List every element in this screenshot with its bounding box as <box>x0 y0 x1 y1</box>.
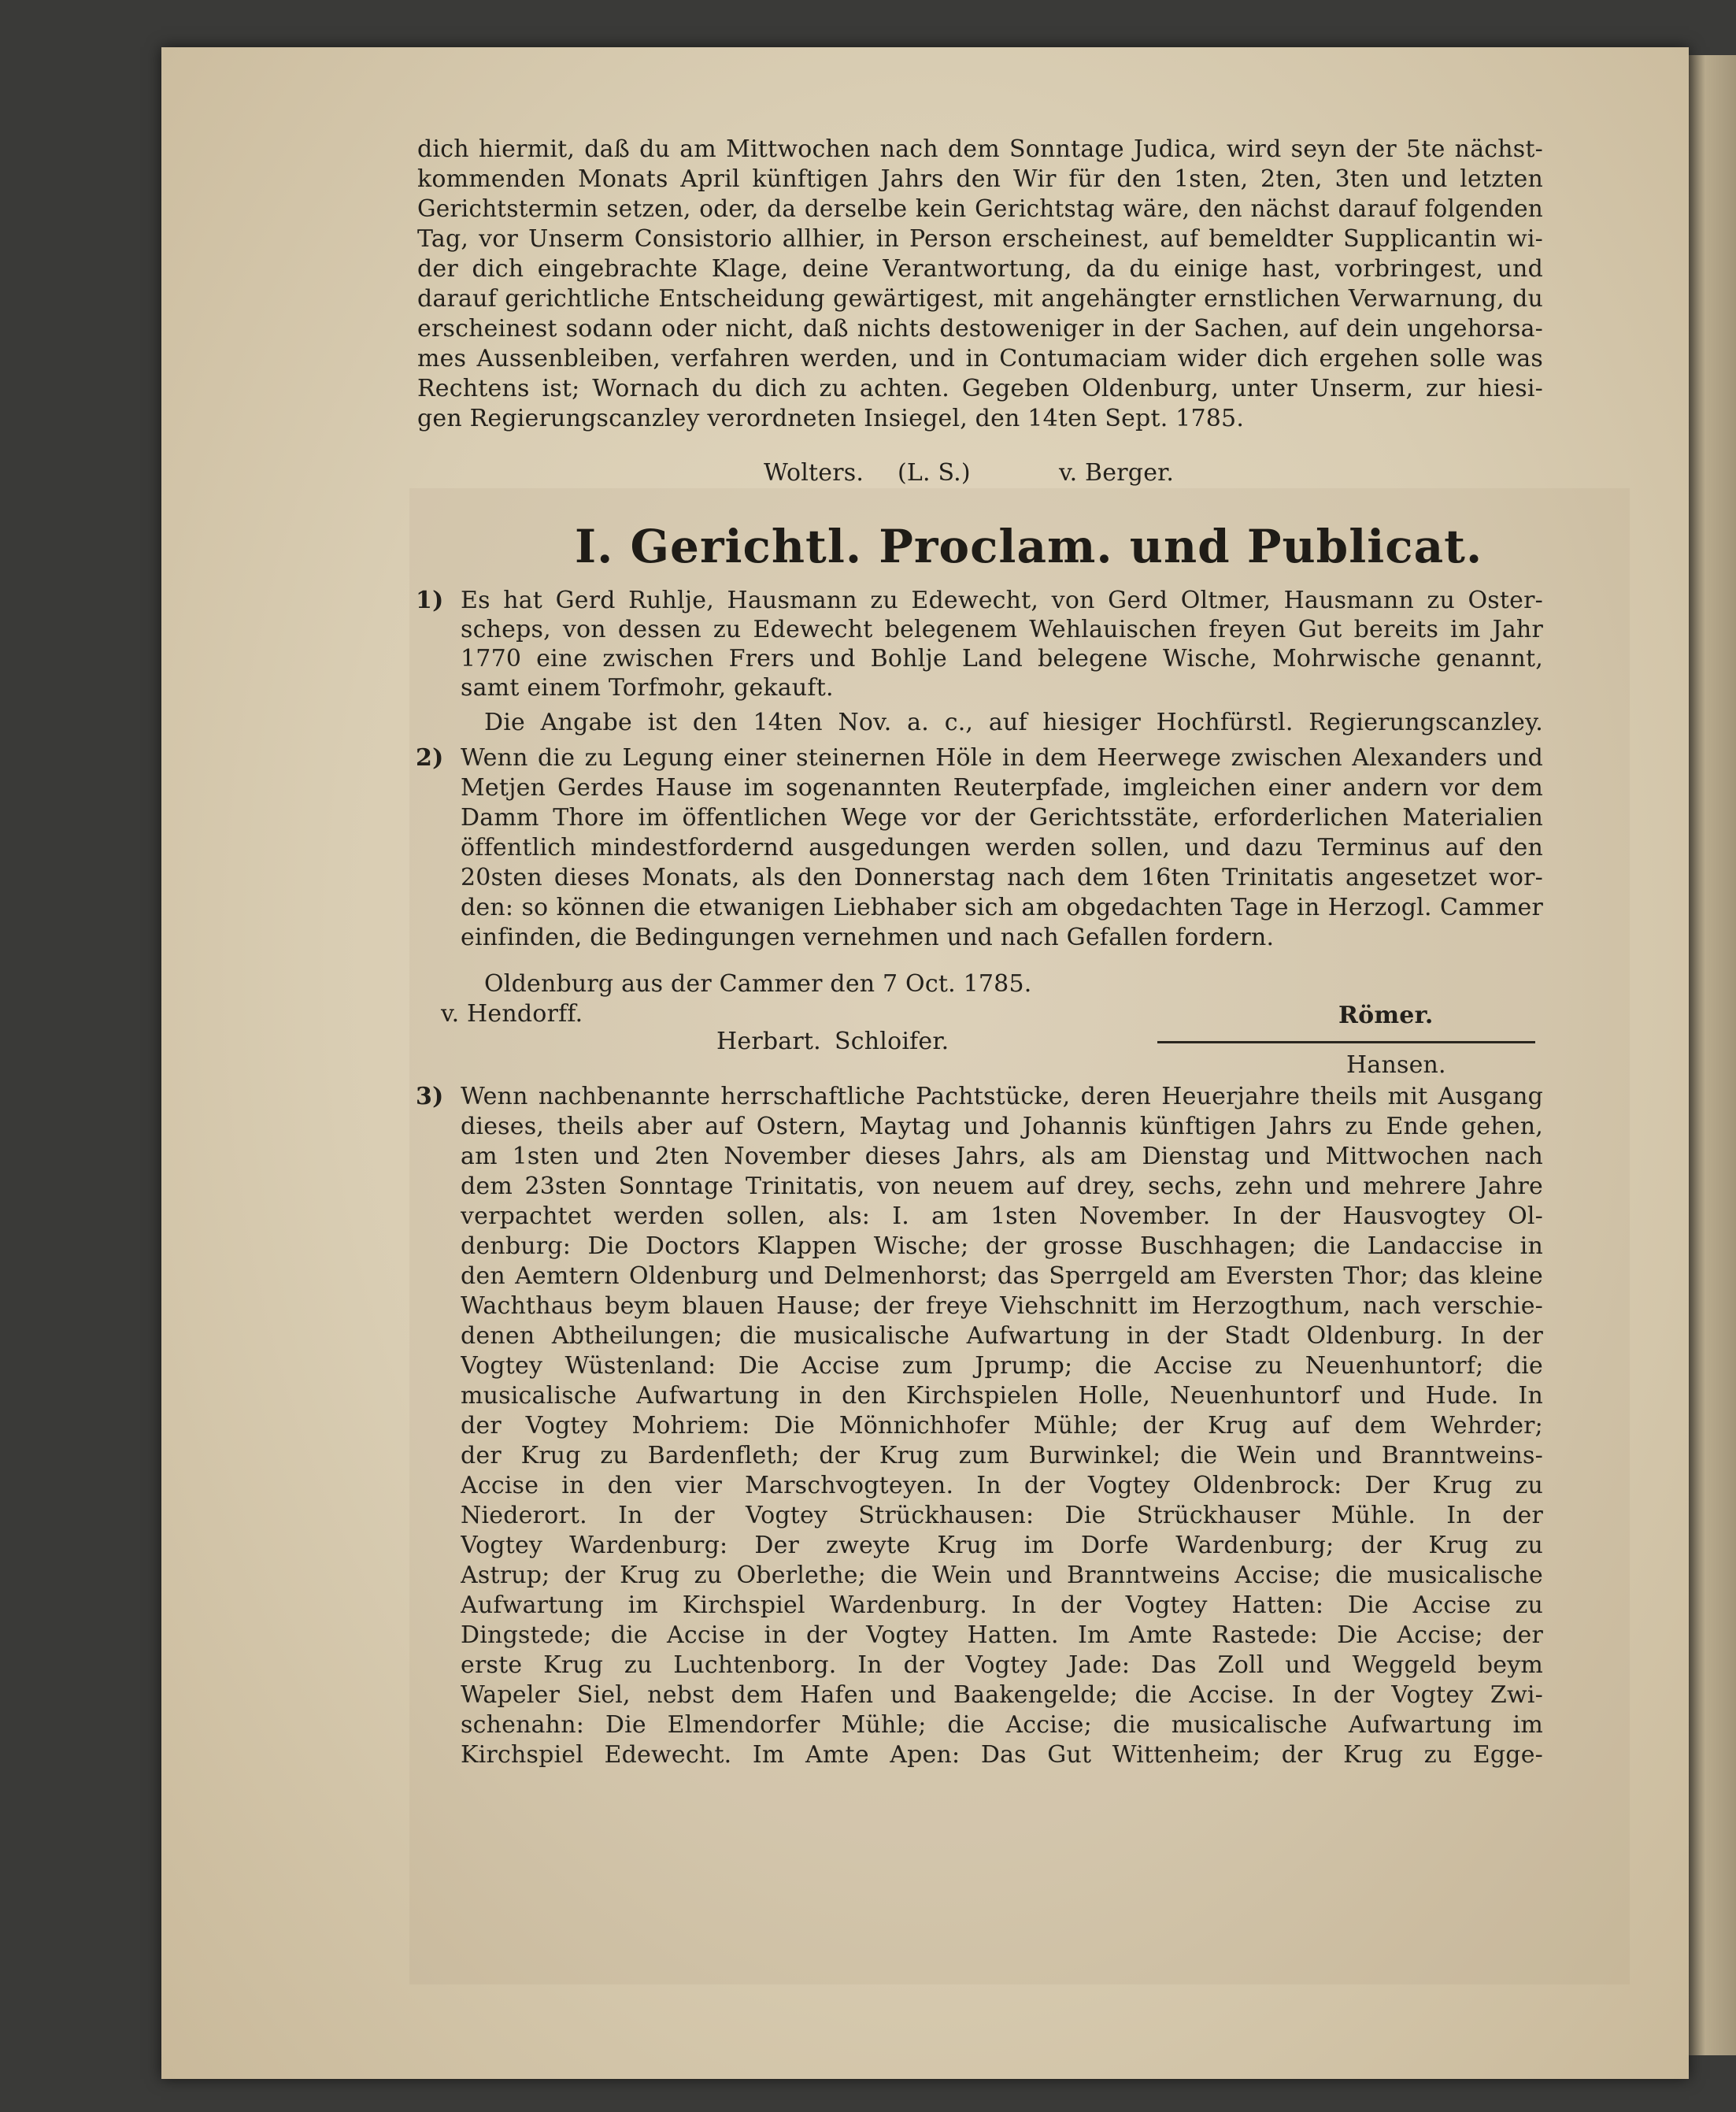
text-line: verpachtet werden sollen, als: I. am 1sten November. In der Hausvogtey Ol- <box>461 1202 1543 1230</box>
text-line: Wapeler Siel, nebst dem Hafen und Baakengelde; die Accise. In der Vogtey Zwi- <box>461 1681 1543 1709</box>
signature-berger: v. Berger. <box>1059 459 1175 487</box>
seal-mark: (L. S.) <box>898 459 971 487</box>
signer-schloifer: Schloifer. <box>835 1028 949 1055</box>
text-line: Wachthaus beym blauen Hause; der freye Viehschnitt im Herzogthum, nach verschie- <box>461 1292 1543 1320</box>
text-line: denburg: Die Doctors Klappen Wische; der grosse Buschhagen; die Landaccise in <box>461 1232 1543 1260</box>
text-line: den Aemtern Oldenburg und Delmenhorst; das Sperrgeld am Eversten Thor; das kleine <box>461 1262 1543 1290</box>
text-line: einfinden, die Bedingungen vernehmen und nach Gefallen fordern. <box>461 924 1275 951</box>
text-line: samt einem Torfmohr, gekauft. <box>461 674 834 702</box>
signature-wolters: Wolters. <box>764 459 864 487</box>
signer-hendorff: v. Hendorff. <box>441 1000 583 1028</box>
text-line: Rechtens ist; Wornach du dich zu achten. Gegeben Oldenburg, unter Unserm, zur hiesi- <box>417 375 1543 402</box>
signer-roemer: Römer. <box>1338 1002 1434 1029</box>
text-line: erste Krug zu Luchtenborg. In der Vogtey Jade: Das Zoll und Weggeld beym <box>461 1651 1543 1679</box>
text-line: Wenn nachbenannte herrschaftliche Pachtstücke, deren Heuerjahre theils mit Ausgang <box>461 1083 1543 1110</box>
text-line: Es hat Gerd Ruhlje, Hausmann zu Edewecht, von Gerd Oltmer, Hausmann zu Oster- <box>461 587 1543 614</box>
text-line: der Vogtey Mohriem: Die Mönnichhofer Mühle; der Krug auf dem Wehrder; <box>461 1412 1543 1439</box>
dateline: Oldenburg aus der Cammer den 7 Oct. 1785. <box>484 970 1032 998</box>
text-line: Wenn die zu Legung einer steinernen Höle in dem Heerwege zwischen Alexanders und <box>461 744 1543 772</box>
text-line: darauf gerichtliche Entscheidung gewärtigest, mit angehängter ernstlichen Verwarnung, du <box>417 285 1543 313</box>
text-line: Accise in den vier Marschvogteyen. In der Vogtey Oldenbrock: Der Krug zu <box>461 1472 1543 1499</box>
text-line: kommenden Monats April künftigen Jahrs den Wir für den 1sten, 2ten, 3ten und letzten <box>417 165 1543 193</box>
adjacent-page-edge <box>1689 55 1736 2055</box>
text-line: dem 23sten Sonntage Trinitatis, von neuem auf drey, sechs, zehn und mehrere Jahre <box>461 1173 1543 1200</box>
signer-hansen: Hansen. <box>1346 1051 1446 1079</box>
text-line: Tag, vor Unserm Consistorio allhier, in Person erscheinest, auf bemeldter Supplicantin wi- <box>417 225 1543 253</box>
section-heading: I. Gerichtl. Proclam. und Publicat. <box>575 520 1483 573</box>
text-line: Aufwartung im Kirchspiel Wardenburg. In der Vogtey Hatten: Die Accise zu <box>461 1591 1543 1619</box>
text-line: der Krug zu Bardenfleth; der Krug zum Burwinkel; die Wein und Branntweins- <box>461 1442 1543 1469</box>
text-line: denen Abtheilungen; die musicalische Aufwartung in der Stadt Oldenburg. In der <box>461 1322 1543 1350</box>
text-line: Damm Thore im öffentlichen Wege vor der Gerichtsstäte, erforderlichen Materialien <box>461 804 1543 832</box>
signer-herbart: Herbart. <box>716 1028 821 1055</box>
item-number: 3) <box>416 1083 444 1110</box>
text-line: Vogtey Wüstenland: Die Accise zum Jprump; die Accise zu Neuenhuntorf; die <box>461 1352 1543 1380</box>
text-line: dich hiermit, daß du am Mittwochen nach dem Sonntage Judica, wird seyn der 5te nächst- <box>417 135 1543 163</box>
text-line: Dingstede; die Accise in der Vogtey Hatten. Im Amte Rastede: Die Accise; der <box>461 1621 1543 1649</box>
text-line: erscheinest sodann oder nicht, daß nichts destoweniger in der Sachen, auf dein ungehorsa- <box>417 315 1543 343</box>
text-line: Niederort. In der Vogtey Strückhausen: Die Strückhauser Mühle. In der <box>461 1502 1543 1529</box>
text-line: 1770 eine zwischen Frers und Bohlje Land belegene Wische, Mohrwische genannt, <box>461 645 1543 673</box>
text-line: öffentlich mindestfordernd ausgedungen werden sollen, und dazu Terminus auf den <box>461 834 1543 861</box>
text-line: dieses, theils aber auf Ostern, Maytag und Johannis künftigen Jahrs zu Ende gehen, <box>461 1113 1543 1140</box>
text-line: mes Aussenbleiben, verfahren werden, und in Contumaciam wider dich ergehen solle was <box>417 345 1543 372</box>
text-line: Vogtey Wardenburg: Der zweyte Krug im Dorfe Wardenburg; der Krug zu <box>461 1532 1543 1559</box>
text-line: scheps, von dessen zu Edewecht belegenem Wehlauischen freyen Gut bereits im Jahr <box>461 616 1543 643</box>
item-note: Die Angabe ist den 14ten Nov. a. c., auf hiesiger Hochfürstl. Regierungscanzley. <box>484 709 1543 736</box>
text-line: gen Regierungscanzley verordneten Insiegel, den 14ten Sept. 1785. <box>417 405 1245 432</box>
text-line: der dich eingebrachte Klage, deine Verantwortung, da du einige hast, vorbringest, und <box>417 255 1543 283</box>
signature-rule <box>1157 1041 1535 1043</box>
text-line: musicalische Aufwartung in den Kirchspielen Holle, Neuenhuntorf und Hude. In <box>461 1382 1543 1410</box>
item-number: 1) <box>416 587 444 614</box>
text-line: schenahn: Die Elmendorfer Mühle; die Accise; die musicalische Aufwartung im <box>461 1711 1543 1739</box>
text-line: den: so können die etwanigen Liebhaber sich am obgedachten Tage in Herzogl. Cammer <box>461 894 1543 921</box>
text-line: Gerichtstermin setzen, oder, da derselbe kein Gerichtstag wäre, den nächst darauf folgenden <box>417 195 1543 222</box>
text-line: 20sten dieses Monats, als den Donnerstag nach dem 16ten Trinitatis angesetzet wor- <box>461 864 1543 891</box>
text-line: Metjen Gerdes Hause im sogenannten Reuterpfade, imgleichen einer andern vor dem <box>461 774 1543 802</box>
text-line: Astrup; der Krug zu Oberlethe; die Wein und Branntweins Accise; die musicalische <box>461 1562 1543 1589</box>
text-line: am 1sten und 2ten November dieses Jahrs, als am Dienstag und Mittwochen nach <box>461 1143 1543 1170</box>
item-number: 2) <box>416 744 444 772</box>
text-line: Kirchspiel Edewecht. Im Amte Apen: Das Gut Wittenheim; der Krug zu Egge- <box>461 1741 1543 1769</box>
